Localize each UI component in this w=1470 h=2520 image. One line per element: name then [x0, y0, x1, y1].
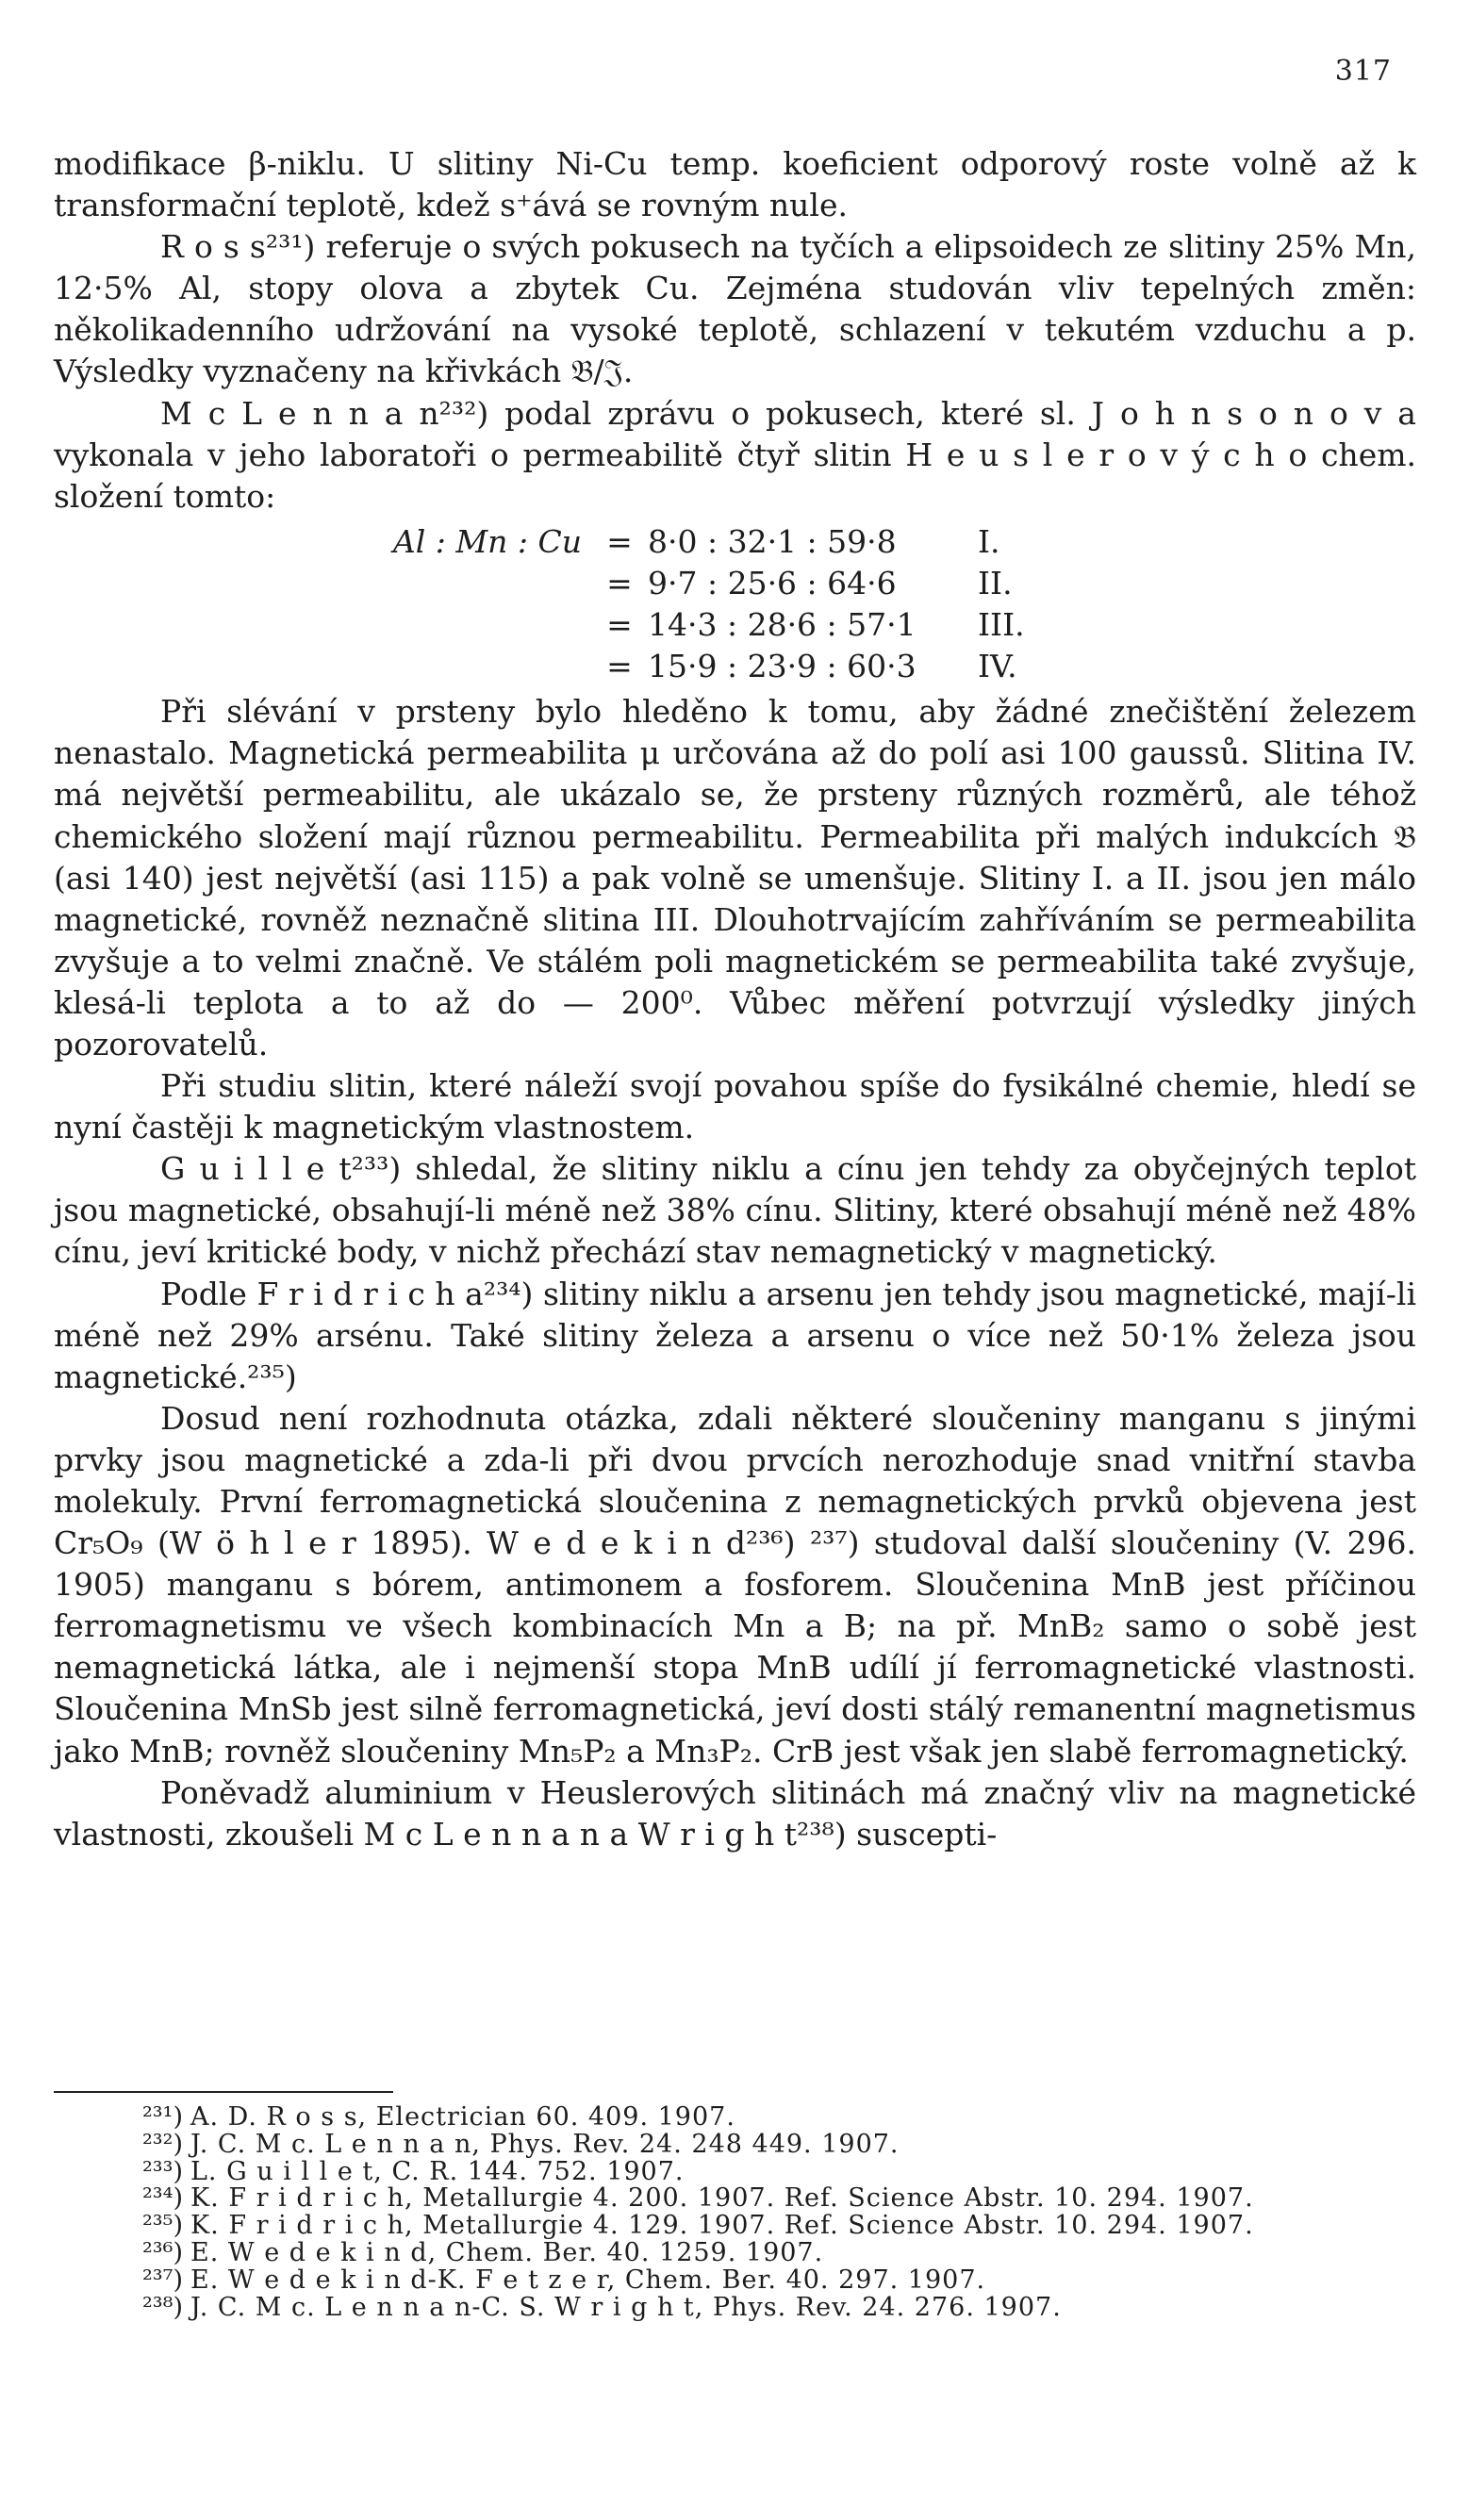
equals-sign: = — [606, 606, 633, 644]
composition-row — [54, 521, 1416, 563]
footnote-number: ²³⁷) — [141, 2265, 183, 2295]
footnote — [141, 2185, 1424, 2213]
footnote-text: E. W e d e k i n d-K. F e t z e r, Chem. Ber. 40. 297. 1907. — [190, 2265, 986, 2295]
footnote-number: ²³³) — [141, 2156, 183, 2186]
footnote — [141, 2156, 1424, 2186]
body-text — [54, 143, 1416, 1855]
footnote — [141, 2129, 1424, 2159]
footnote-number: ²³¹) — [141, 2102, 183, 2132]
footnote-text: L. G u i l l e t, C. R. 144. 752. 1907. — [190, 2156, 685, 2186]
footnote-text: J. C. M c. L e n n a n, Phys. Rev. 24. 248 449. 1907. — [190, 2129, 900, 2159]
composition-value: 14·3 : 28·6 : 57·1 — [648, 606, 917, 644]
composition-table — [54, 521, 1416, 687]
paragraph-manganese: Dosud není rozhodnuta otázka, zdali některé sloučeniny manganu s jinými prvky jsou magnetické a zda-li při dvou prvcích nerozhoduje snad vnitřní stavba molekuly. První ferromagnetická sloučenina z nemagnetických prvků objevena jest Cr₅O₉ (W ö h l e r 1895). W e d e k i n d²³⁶) ²³⁷) studoval další sloučeniny (V. 296. 1905) manganu s bórem, antimonem a fosforem. Sloučenina MnB jest příčinou ferromagnetismu ve všech kombinacích Mn a B; na př. MnB₂ samo o sobě jest nemagnetická látka, ale i nejmenší stopa MnB udílí jí ferromagnetické vlastnosti. Sloučenina MnSb jest silně ferromagnetická, jeví dosti stálý remanentní magnetismus jako MnB; rovněž sloučeniny Mn₅P₂ a Mn₃P₂. CrB jest však jen slabě ferromagnetický. — [54, 1399, 1416, 1770]
footnote — [141, 2237, 1424, 2267]
footnote-text: J. C. M c. L e n n a n-C. S. W r i g h t, Phys. Rev. 24. 276. 1907. — [190, 2292, 1062, 2322]
paragraph-guillet: G u i l l e t²³³) shledal, že slitiny niklu a cínu jen tehdy za obyčejných teplot jsou magnetické, obsahují-li méně než 38% cínu. Slitiny, které obsahují méně než 48% cínu, jeví kritické body, v nichž přechází stav nemagnetický v magnetický. — [54, 1150, 1416, 1271]
paragraph-study: Při studiu slitin, které náleží svojí povahou spíše do fysikálné chemie, hledí se nyní častěji k magnetickým vlastnostem. — [54, 1067, 1416, 1146]
equals-sign: = — [606, 522, 633, 560]
equals-sign: = — [606, 564, 633, 601]
footnote-text: A. D. R o s s, Electrician 60. 409. 1907. — [190, 2102, 735, 2132]
footnote-text: K. F r i d r i c h, Metallurgie 4. 129. 1907. Ref. Science Abstr. 10. 294. 1907. — [190, 2211, 1254, 2241]
paragraph-mclennan: M c L e n n a n²³²) podal zprávu o pokusech, které sl. J o h n s o n o v a vykonala v jeho laboratoři o permeabilitě čtyř slitin H e u s l e r o v ý c h o chem. složení tomto: — [54, 394, 1416, 515]
footnote — [141, 2104, 1424, 2132]
paragraph-permeability: Při slévání v prsteny bylo hleděno k tomu, aby žádné znečištění železem nenastalo. Magnetická permeabilita μ určována až do polí asi 100 gaussů. Slitina IV. má největší permeabilitu, ale ukázalo se, že prsteny různých rozměrů, ale téhož chemického složení mají různou permeabilitu. Permeabilita při malých indukcích 𝔅 (asi 140) jest největší (asi 115) a pak volně se umenšuje. Slitiny I. a II. jsou jen málo magnetické, rovněž neznačně slitina III. Dlouhotrvajícím zahříváním se permeabilita zvyšuje a to velmi značně. Ve stálém poli magnetickém se permeabilita také zvyšuje, klesá-li teplota a to až do — 200⁰. Vůbec měření potvrzují výsledky jiných pozorovatelů. — [54, 693, 1416, 1062]
alloy-number: IV. — [978, 648, 1017, 685]
footnote-number: ²³⁸) — [141, 2292, 183, 2322]
composition-value: 9·7 : 25·6 : 64·6 — [648, 564, 897, 601]
alloy-number: III. — [978, 606, 1025, 644]
composition-lhs: Al : Mn : Cu — [392, 522, 582, 560]
equals-sign: = — [606, 648, 633, 685]
composition-value: 15·9 : 23·9 : 60·3 — [648, 648, 917, 685]
paragraph-ross: R o s s²³¹) referuje o svých pokusech na tyčích a elipsoidech ze slitiny 25% Mn, 12·5% Al, stopy olova a zbytek Cu. Zejména studován vliv tepelných změn: několikadenního udržování na vysoké teplotě, schlazení v tekutém vzduchu a p. Výsledky vyznačeny na křivkách 𝔅/𝔍. — [54, 228, 1416, 390]
page-number: 317 — [1334, 55, 1392, 88]
footnote-number: ²³⁵) — [141, 2211, 183, 2241]
footnote-text: E. W e d e k i n d, Chem. Ber. 40. 1259. 1907. — [190, 2237, 824, 2267]
footnote-number: ²³²) — [141, 2129, 183, 2159]
paragraph-1: modifikace β-niklu. U slitiny Ni-Cu temp. koeficient odporový roste volně až k transformační teplotě, kdež s⁺ává se rovným nule. — [54, 145, 1416, 224]
footnote-number: ²³⁴) — [141, 2183, 183, 2214]
footnote — [141, 2292, 1424, 2322]
composition-value: 8·0 : 32·1 : 59·8 — [648, 522, 897, 560]
paragraph-aluminium: Poněvadž aluminium v Heuslerových slitinách má značný vliv na magnetické vlastnosti, zkoušeli M c L e n n a n a W r i g h t²³⁸) suscepti- — [54, 1773, 1416, 1853]
composition-row — [54, 563, 1416, 604]
composition-row — [54, 646, 1416, 687]
footnote-text: K. F r i d r i c h, Metallurgie 4. 200. 1907. Ref. Science Abstr. 10. 294. 1907. — [190, 2183, 1254, 2214]
footnote-number: ²³⁶) — [141, 2237, 183, 2267]
footnotes — [141, 2104, 1424, 2321]
composition-row — [54, 604, 1416, 646]
alloy-number: II. — [978, 564, 1013, 601]
paragraph-fridrich: Podle F r i d r i c h a²³⁴) slitiny niklu a arsenu jen tehdy jsou magnetické, mají-li méně než 29% arsénu. Také slitiny železa a arsenu o více než 50·1% železa jsou magnetické.²³⁵) — [54, 1275, 1416, 1395]
footnote — [141, 2267, 1424, 2295]
alloy-number: I. — [978, 522, 1000, 560]
footnote-rule — [54, 2091, 393, 2093]
footnote — [141, 2213, 1424, 2240]
